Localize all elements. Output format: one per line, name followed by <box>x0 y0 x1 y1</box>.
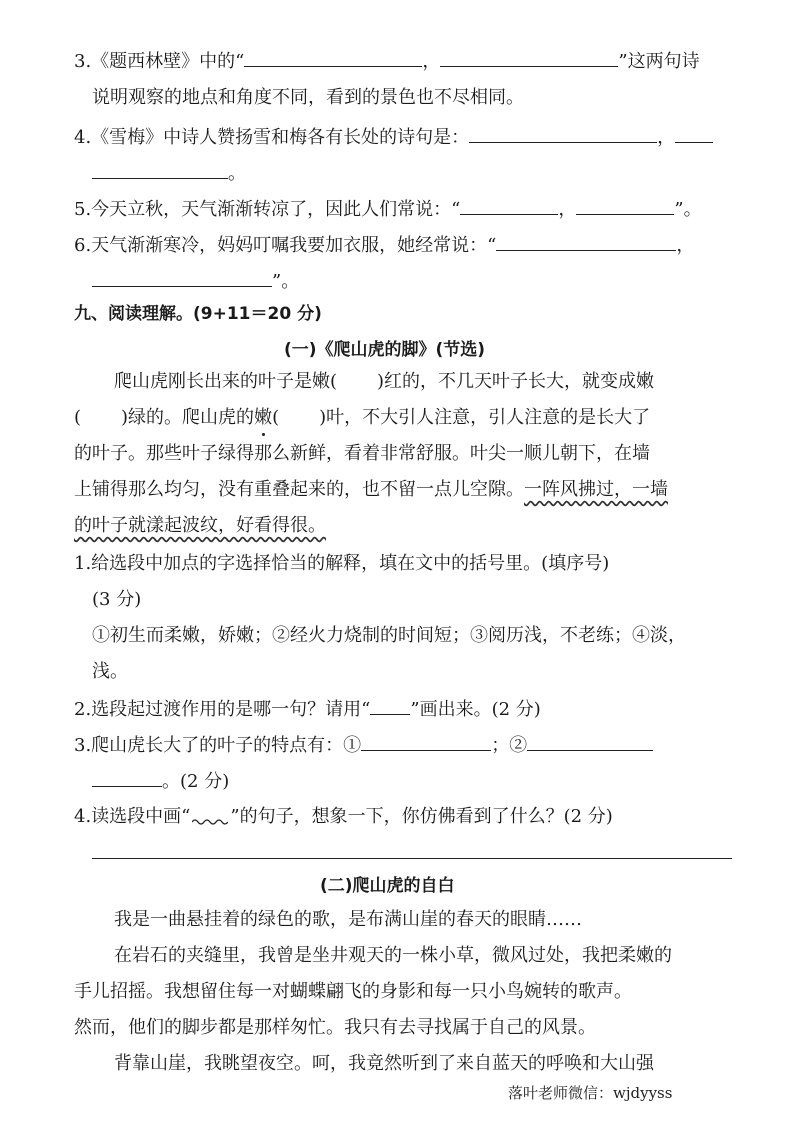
q5-text-c: ”。 <box>674 199 702 220</box>
q4-blank-2b[interactable] <box>92 160 228 179</box>
question-4-line2 <box>92 160 246 186</box>
q3-blank-1[interactable] <box>244 48 422 67</box>
q2-text-a: 2.选段起过渡作用的是哪一句？请用“ <box>74 699 371 720</box>
passage-1-line1 <box>114 370 654 394</box>
feature-blank-2b[interactable] <box>92 768 162 787</box>
passage-2-line1: 我是一曲悬挂着的绿色的歌，是布满山崖的春天的眼睛…… <box>114 909 582 930</box>
question-4-line1 <box>74 124 713 150</box>
sub-question-2 <box>74 696 541 722</box>
passage-2-line3: 手儿招摇。我想留住每一对蝴蝶翩飞的身影和每一只小鸟婉转的歌声。 <box>74 981 632 1002</box>
q4-text-a: 4.《雪梅》中诗人赞扬雪和梅各有长处的诗句是： <box>74 127 470 148</box>
p2-text-d: )叶，不大引人注意，引人注意的是长大了 <box>319 407 651 428</box>
feature-blank-1[interactable] <box>361 732 491 751</box>
q4-blank-2a[interactable] <box>675 124 713 143</box>
sub-question-1-options-cont: 浅。 <box>92 661 128 682</box>
passage-1-line4 <box>74 478 668 502</box>
q5-comma: ， <box>558 199 577 220</box>
sub-question-1-line2: (3 分) <box>92 589 142 610</box>
dotted-char: 嫩 <box>254 407 273 428</box>
feature-blank-2a[interactable] <box>527 732 653 751</box>
part-1-title: (一)《爬山虎的脚》(节选) <box>284 340 486 360</box>
question-3-line2: 说明观察的地点和角度不同，看到的景色也不尽相同。 <box>92 87 524 108</box>
p1-text-b: )红的，不几天叶子长大，就变成嫩 <box>377 371 655 392</box>
q6-text-c: ”。 <box>272 271 300 292</box>
p4-text-a: 上铺得那么均匀，没有重叠起来的，也不留一点儿空隙。 <box>74 479 524 500</box>
passage-2-line2: 在岩石的夹缝里，我曾是坐井观天的一株小草，微风过处，我把柔嫩的 <box>114 945 672 966</box>
question-6-line2 <box>92 268 299 294</box>
question-6-line1 <box>74 232 694 258</box>
sub-question-3-line2 <box>92 768 229 794</box>
q5-blank-1[interactable] <box>460 196 558 215</box>
wavy-sentence-part2: 的叶子就漾起波纹，好看得很。 <box>74 515 326 536</box>
part-2-title: (二)爬山虎的自白 <box>320 876 455 896</box>
sub-question-1-line1: 1.给选段中加点的字选择恰当的解释，填在文中的括号里。(填序号) <box>74 553 610 574</box>
p2-paren-open: ( <box>74 407 82 428</box>
passage-1-line5 <box>74 514 326 538</box>
q6-text-a: 6.天气渐渐寒冷，妈妈叮嘱我要加衣服，她经常说：“ <box>74 235 497 256</box>
q2-text-b: ”画出来。(2 分) <box>410 699 541 720</box>
wavy-line-sample <box>190 804 230 822</box>
q3-sub-text-b: ；② <box>491 735 528 756</box>
p1-text-a: 爬山虎刚长出来的叶子是嫩( <box>114 371 338 392</box>
question-5-line <box>74 196 702 222</box>
straight-line-sample <box>370 696 410 715</box>
watermark: 落叶老师微信：wjdyyss <box>508 1084 673 1102</box>
q6-comma: ， <box>676 235 695 256</box>
sub-question-3-line1 <box>74 732 653 758</box>
answer-line[interactable] <box>92 858 732 859</box>
q4-period: 。 <box>228 163 246 184</box>
q5-blank-2[interactable] <box>576 196 674 215</box>
q6-blank-1[interactable] <box>496 232 676 251</box>
q3-blank-2[interactable] <box>440 48 618 67</box>
question-3-line1 <box>74 48 700 74</box>
q6-blank-2[interactable] <box>92 268 272 287</box>
sub-question-1-options: ①初生而柔嫩，娇嫩；②经火力烧制的时间短；③阅历浅，不老练；④淡， <box>92 625 686 646</box>
q3-sub-text-a: 3.爬山虎长大了的叶子的特点有：① <box>74 735 362 756</box>
q3-comma: ， <box>422 51 441 72</box>
passage-2-line4: 然而，他们的脚步都是那样匆忙。我只有去寻找属于自己的风景。 <box>74 1017 596 1038</box>
p2-text-b: )绿的。爬山虎的 <box>121 407 255 428</box>
q4-comma: ， <box>657 127 676 148</box>
q3-text-c: ”这两句诗 <box>618 51 700 72</box>
q3-text-a: 3.《题西林壁》中的“ <box>74 51 245 72</box>
passage-2-line5: 背靠山崖，我眺望夜空。呵，我竟然听到了来自蓝天的呼唤和大山强 <box>114 1053 654 1074</box>
q4-sub-text-a: 4.读选段中画“ <box>74 806 191 827</box>
section-9-title: 九、阅读理解。(9+11＝20 分) <box>74 304 322 324</box>
q5-text-a: 5.今天立秋，天气渐渐转凉了，因此人们常说：“ <box>74 199 461 220</box>
sub-question-4 <box>74 804 613 829</box>
passage-1-line3: 的叶子。那些叶子绿得那么新鲜，看着非常舒服。叶尖一顺儿朝下，在墙 <box>74 443 650 464</box>
q4-blank-1[interactable] <box>469 124 657 143</box>
q3-sub-text-c: 。(2 分) <box>162 771 230 792</box>
passage-1-line2 <box>74 406 650 430</box>
p2-paren-open-2: ( <box>272 407 280 428</box>
q4-sub-text-b: ”的句子，想象一下，你仿佛看到了什么？(2 分) <box>230 806 613 827</box>
wavy-sentence-part1: 一阵风拂过，一墙 <box>524 479 668 500</box>
